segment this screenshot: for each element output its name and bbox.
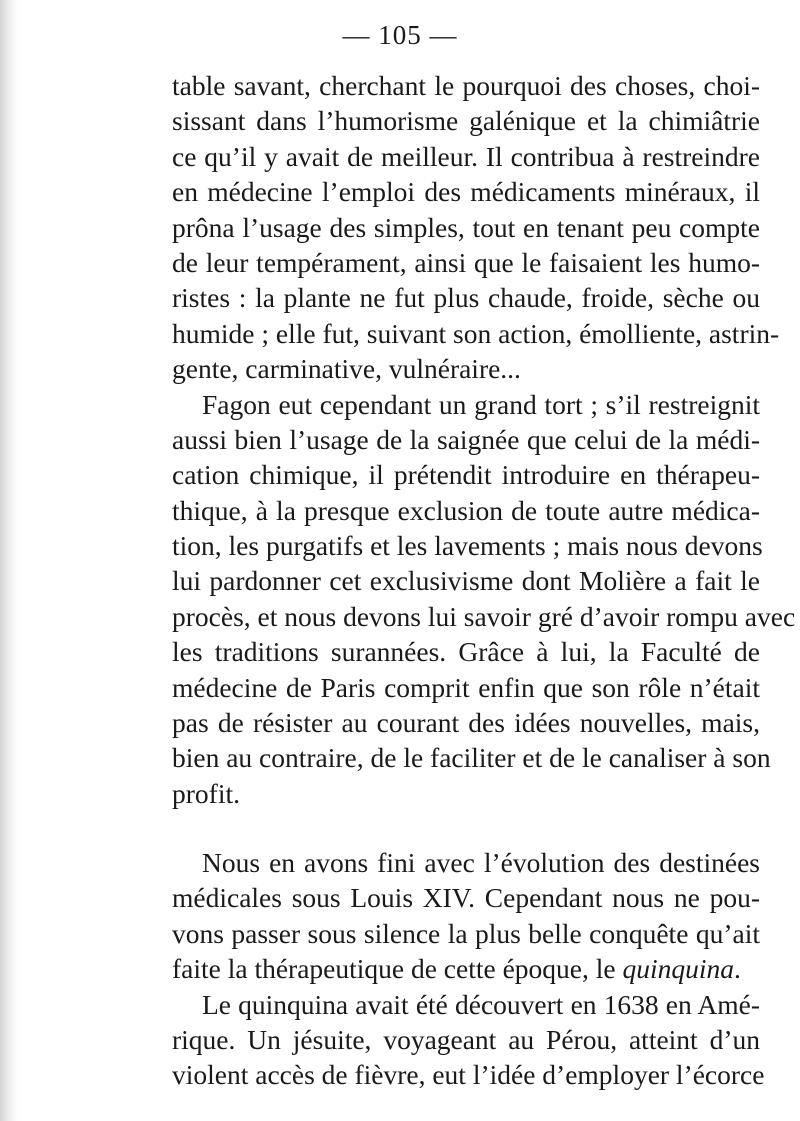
italic-term-quinquina: quinquina [622,953,734,985]
text-line: Nous en avons fini avec l’évolution des destinées [202,847,760,878]
text-line: les traditions surannées. Grâce à lui, la Faculté de [172,636,760,668]
text-line: vons passer sous silence la plus belle conquête qu’ait [172,917,760,949]
text-line: ce qu’il y avait de meilleur. Il contribua à restreindre [172,140,760,172]
text-line: Le quinquina avait été découvert en 1638 en Amé- [202,988,760,1020]
text-line: bien au contraire, de le faciliter et de le canaliser à son [172,742,771,774]
page-number: — 105 — [342,20,458,50]
text-run: . [734,953,741,985]
text-block-bottom [172,845,765,1093]
text-line: en médecine l’emploi des médicaments minéraux, il [172,176,760,208]
text-line: rique. Un jésuite, voyageant au Pérou, atteint d’un [172,1023,760,1055]
text-line: pas de résister au courant des idées nouvelles, mais, [172,707,760,739]
text-line: violent accès de fièvre, eut l’idée d’employer l’écorce [172,1059,765,1091]
text-line: sissant dans l’humorisme galénique et la chimiâtrie [172,105,760,137]
text-line: tion, les purgatifs et les lavements ; mais nous devons [172,530,763,562]
text-run: faite la thérapeutique de cette époque, le [172,953,623,985]
text-line: gente, carminative, vulnéraire... [172,353,521,385]
text-line: lui pardonner cet exclusivisme dont Molière a fait le [172,565,760,597]
text-line: médecine de Paris comprit enfin que son rôle n’était [172,671,760,703]
text-line: profit. [172,777,240,809]
text-line: humide ; elle fut, suivant son action, émolliente, astrin- [172,317,780,349]
text-line: table savant, cherchant le pourquoi des choses, choi- [172,70,760,101]
text-line: procès, et nous devons lui savoir gré d’avoir rompu avec [172,600,796,632]
text-line: ristes : la plante ne fut plus chaude, froide, sèche ou [172,282,760,314]
text-line: aussi bien l’usage de la saignée que celui de la médi- [172,423,760,455]
page-binding-shadow [0,0,14,1121]
text-line-with-italic [172,951,760,986]
text-line: thique, à la presque exclusion de toute autre médica- [172,494,760,526]
text-line: de leur tempérament, ainsi que le faisaient les humo- [172,246,760,278]
text-line: cation chimique, il prétendit introduire en thérapeu- [172,459,760,491]
text-line: prôna l’usage des simples, tout en tenant peu compte [172,211,760,243]
text-line: Fagon eut cependant un grand tort ; s’il restreignit [202,388,760,420]
text-block-top [172,68,796,811]
text-line: médicales sous Louis XIV. Cependant nous ne pou- [172,882,760,914]
